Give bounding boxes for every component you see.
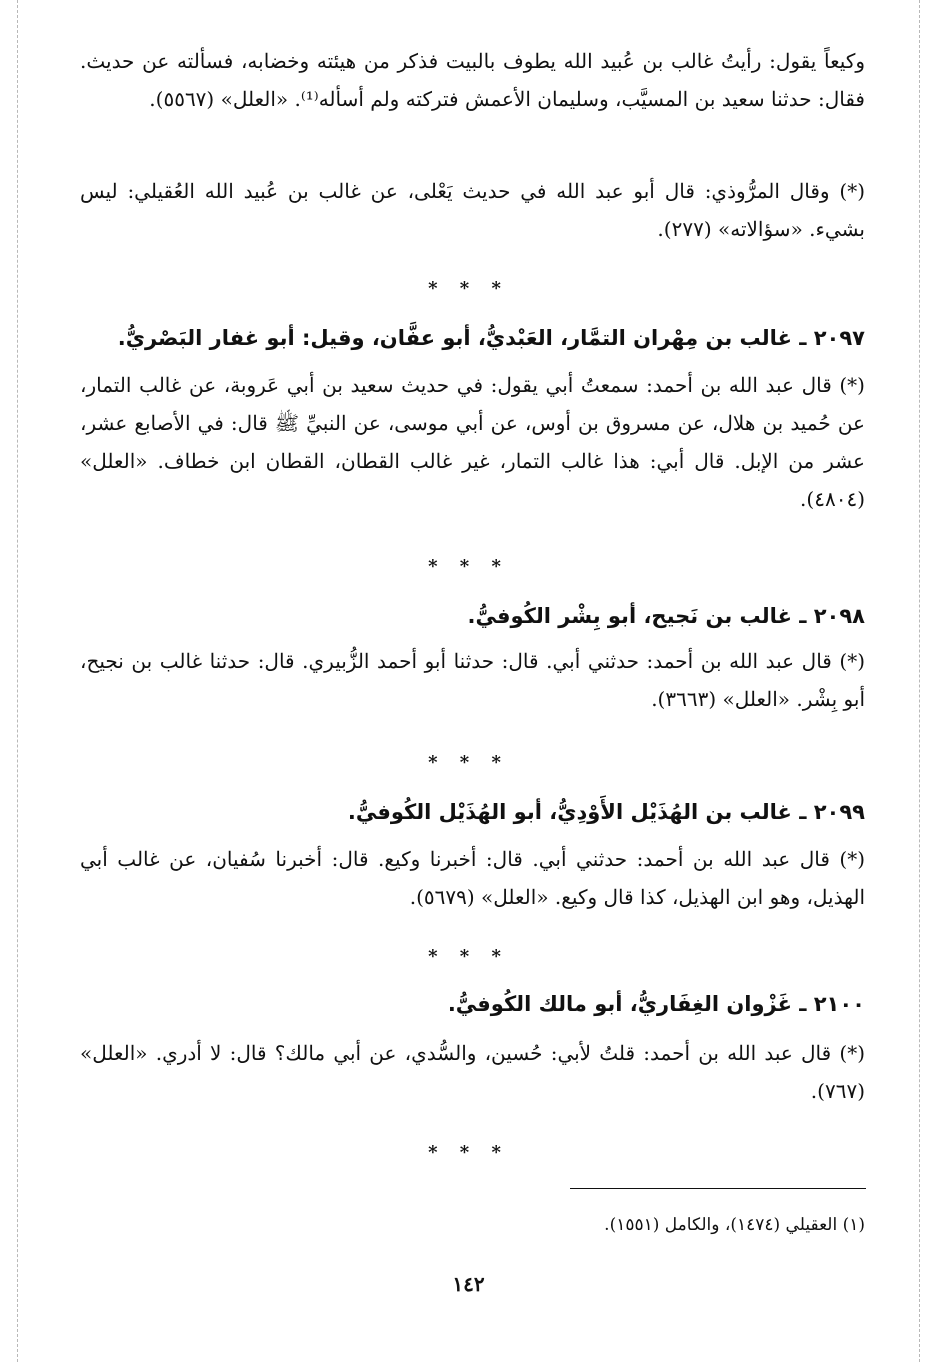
footnote-rule bbox=[570, 1188, 866, 1189]
section-separator: * * * bbox=[428, 278, 509, 299]
page-number: ١٤٢ bbox=[452, 1272, 485, 1296]
section-separator: * * * bbox=[428, 1142, 509, 1163]
entry-body bbox=[80, 1034, 865, 1110]
entry-heading: ٢٠٩٨ ـ غالب بن نَجيح، أبو بِشْر الكُوفيُّ. bbox=[467, 604, 865, 628]
paragraph: وكيعاً يقول: رأيتُ غالب بن عُبيد الله يطوف بالبيت فذكر من هيئته وخضابه، فسألته عن حديث. فقال: حدثنا سعيد بن المسيَّب، وسليمان الأعمش فتركته ولم أسأله⁽¹⁾. «العلل» (٥٥٦٧). bbox=[80, 49, 865, 111]
entry-heading: ٢٠٩٧ ـ غالب بن مِهْران التمَّار، العَبْديُّ، أبو عفَّان، وقيل: أبو غفار البَصْريُّ. bbox=[117, 326, 865, 350]
entry-heading: ٢٠٩٩ ـ غالب بن الهُذَيْل الأَوْدِيُّ، أبو الهُذَيْل الكُوفيُّ. bbox=[347, 800, 865, 824]
continued-entry-note bbox=[80, 172, 865, 248]
section-separator: * * * bbox=[428, 752, 509, 773]
entry-body bbox=[80, 366, 865, 518]
continued-entry bbox=[80, 42, 865, 118]
paragraph: (*) قال عبد الله بن أحمد: سمعتُ أبي يقول: في حديث سعيد بن أبي عَروبة، عن غالب التمار، عن حُميد بن هلال، عن مسروق بن أوس، عن أبي موسى، عن النبيِّ ﷺ قال: في الأصابع عشر، عشر من الإبل. قال أبي: هذا غالب التمار، غير غالب القطان، القطان ابن خطاف. «العلل» (٤٨٠٤). bbox=[80, 373, 865, 511]
paragraph: (*) قال عبد الله بن أحمد: حدثني أبي. قال: حدثنا أبو أحمد الزُّبيري. قال: حدثنا غالب بن نجيح، أبو بِشْر. «العلل» (٣٦٦٣). bbox=[80, 649, 865, 711]
footnote: (١) العقيلي (١٤٧٤)، والكامل (١٥٥١). bbox=[604, 1215, 865, 1235]
section-separator: * * * bbox=[428, 556, 509, 577]
entry-body bbox=[80, 642, 865, 718]
entry-body bbox=[80, 840, 865, 916]
paragraph: (*) وقال المرُّوذي: قال أبو عبد الله في حديث يَعْلى، عن غالب بن عُبيد الله العُقيلي: ليس بشيء. «سؤالاته» (٢٧٧). bbox=[80, 179, 865, 241]
paragraph: (*) قال عبد الله بن أحمد: حدثني أبي. قال: أخبرنا وكيع. قال: أخبرنا سُفيان، عن غالب أبي الهذيل، وهو ابن الهذيل، كذا قال وكيع. «العلل» (٥٦٧٩). bbox=[80, 847, 865, 909]
section-separator: * * * bbox=[428, 946, 509, 967]
entry-heading: ٢١٠٠ ـ غَزْوان الغِفَاريُّ، أبو مالك الكُوفيُّ. bbox=[447, 992, 865, 1016]
paragraph: (*) قال عبد الله بن أحمد: قلتُ لأبي: حُسين، والسُّدي، عن أبي مالك؟ قال: لا أدري. «العلل» (٧٦٧). bbox=[80, 1041, 865, 1103]
